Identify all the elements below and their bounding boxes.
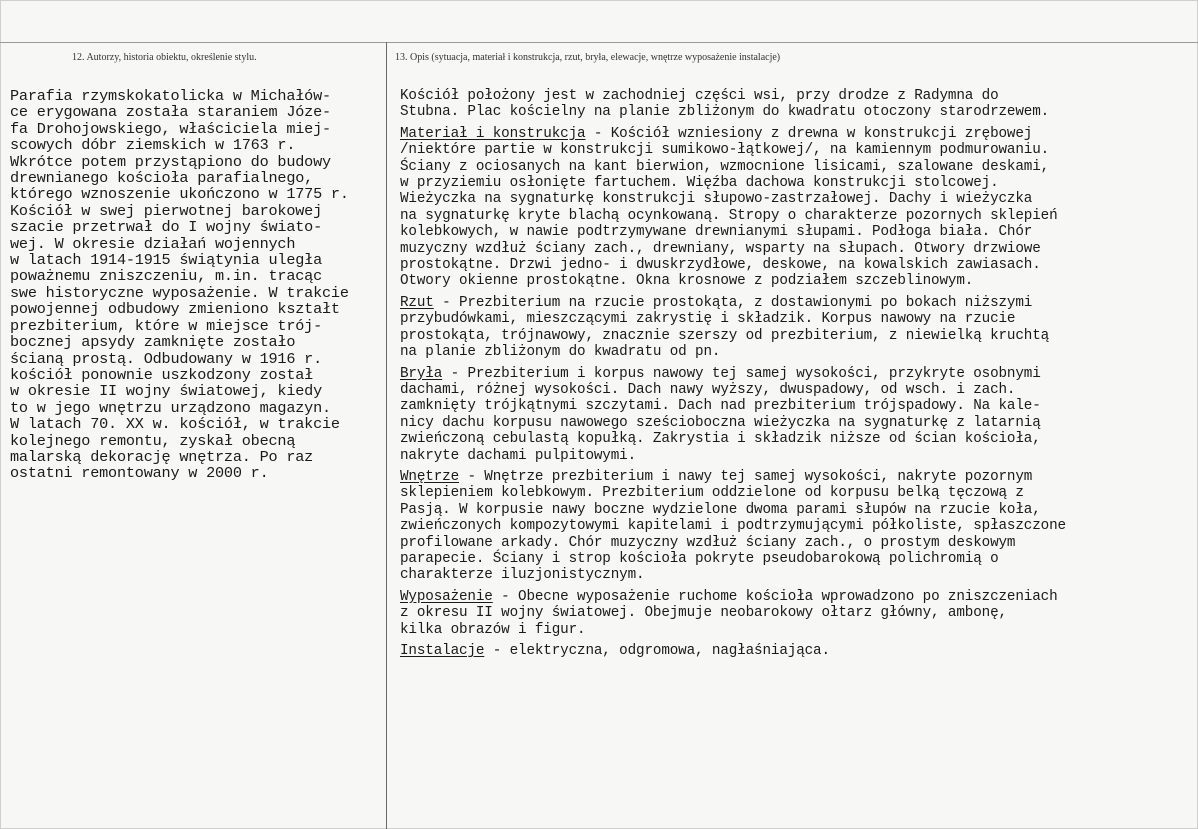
history-line: szacie przetrwał do I wojny świato- [10,218,322,237]
history-line: którego wznoszenie ukończono w 1775 r. [10,185,349,204]
description-line [400,126,1192,142]
description-line: w przyziemiu osłonięte fartuchem. Więźba dachowa konstrukcji stolcowej. [400,175,999,192]
section-label: Wnętrze [400,468,460,485]
history-line: bocznej apsydy zamknięte zostało [10,333,296,352]
history-line: fa Drohojowskiego, właściciela miej- [10,119,331,138]
history-line: powojennej odbudowy zmieniono kształt [10,300,340,319]
history-text-column [10,88,388,482]
description-line: nakryte dachami pulpitowymi. [400,447,637,464]
history-line: Kościół w swej pierwotnej barokowej [10,201,322,220]
description-line: dachami, różnej wysokości. Dach nawy wyższy, dwuspadowy, od wsch. i zach. [400,381,1016,398]
massing-paragraph [400,366,1192,464]
section-lead: - Wnętrze prezbiterium i nawy tej samej wysokości, nakryte pozornym [459,468,1033,485]
description-line: charakterze iluzjonistycznym. [400,567,645,584]
description-line: z okresu II wojny światowej. Obejmuje neobarokowy ołtarz główny, ambonę, [400,605,1007,622]
description-line: nicy dachu korpusu nawowego sześcioboczna wieżyczka na sygnaturkę z latarnią [400,414,1041,431]
header-rule [0,42,1198,43]
left-column-header: 12. Autorzy, historia obiektu, określenie stylu. [72,52,257,63]
description-line: Otwory okienne prostokątne. Okna krosnowe z podziałem szczeblinowym. [400,273,974,290]
description-line: Ściany z ociosanych na kant bierwion, wzmocnione lisicami, szalowane deskami, [400,158,1050,175]
furnishings-paragraph [400,589,1192,638]
description-line: Stubna. Plac kościelny na planie zbliżonym do kwadratu otoczony starodrzewem. [400,104,1050,121]
plan-paragraph [400,295,1192,361]
description-line: na sygnaturkę kryte blachą ocynkowaną. Stropy o charakterze pozornych sklepień [400,207,1058,224]
location-paragraph [400,88,1192,121]
section-label: Rzut [400,294,434,311]
description-line: przybudówkami, mieszczącymi zakrystię i składzik. Korpus nawowy na rzucie [400,311,1016,328]
history-line: W latach 70. XX w. kościół, w trakcie [10,415,340,434]
section-label: Wyposażenie [400,588,493,605]
description-line: prostokątne. Drzwi jedno- i dwuskrzydłowe, deskowe, na kowalskich zawiasach. [400,257,1041,274]
section-label: Bryła [400,365,443,382]
interior-paragraph [400,469,1192,584]
description-line [400,643,1192,659]
description-line: kilka obrazów i figur. [400,621,586,638]
right-column-header: 13. Opis (sytuacja, materiał i konstrukcja, rzut, bryła, elewacje, wnętrze wyposażenie instalacje) [395,52,781,63]
description-line: Wieżyczka na sygnaturkę konstrukcji słupowo-zastrzałowej. Dachy i wieżyczka [400,191,1033,208]
history-line: ce erygowana została staraniem Józe- [10,103,331,122]
description-line: Pasją. W korpusie nawy boczne wydzielone dwoma parami słupów na rzucie koła, [400,501,1041,518]
history-line: ostatni remontowany w 2000 r. [10,464,269,483]
description-line: Kościół położony jest w zachodniej części wsi, przy drodze z Radymna do [400,88,999,104]
description-line: na planie zbliżonym do kwadratu od pn. [400,344,721,361]
description-line [400,469,1192,485]
description-line: profilowane arkady. Chór muzyczny wzdłuż ściany zach., o prostym deskowym [400,534,1016,551]
section-lead: - Kościół wzniesiony z drewna w konstrukcji zrębowej [585,125,1033,142]
description-line: zwieńczoną cebulastą kopułką. Zakrystia i składzik niższe od ścian kościoła, [400,431,1041,448]
history-line: kościół ponownie uszkodzony został [10,365,314,384]
description-line: parapecie. Ściany i strop kościoła pokryte pseudobarokową polichromią o [400,550,999,567]
history-line: swe historyczne wyposażenie. W trakcie [10,283,349,302]
description-column [400,88,1192,664]
history-line: Wkrótce potem przystąpiono do budowy [10,152,331,171]
history-line: prezbiterium, które w miejsce trój- [10,316,322,335]
history-line: Parafia rzymskokatolicka w Michałów- [10,87,331,105]
description-line: sklepieniem kolebkowym. Prezbiterium oddzielone od korpusu belką tęczową z [400,485,1024,502]
history-line: to w jego wnętrzu urządzono magazyn. [10,398,331,417]
section-lead: - Obecne wyposażenie ruchome kościoła wprowadzono po zniszczeniach [492,588,1058,605]
section-lead: - Prezbiterium i korpus nawowy tej samej wysokości, przykryte osobnymi [442,365,1041,382]
history-line: malarską dekorację wnętrza. Po raz [10,447,314,466]
history-line: kolejnego remontu, zyskał obecną [10,431,296,450]
section-label: Instalacje [400,643,485,659]
material-paragraph [400,126,1192,290]
description-line: zwieńczonych kompozytowymi kapitelami i podtrzymującymi półkoliste, spłaszczone [400,518,1066,535]
section-lead: - Prezbiterium na rzucie prostokąta, z dostawionymi po bokach niższymi [433,294,1033,311]
description-line: muzyczny wzdłuż ściany zach., drewniany, wsparty na słupach. Otwory drzwiowe [400,240,1041,257]
description-line [400,295,1192,311]
section-lead: - elektryczna, odgromowa, nagłaśniająca. [484,643,830,659]
history-line: poważnemu zniszczeniu, m.in. tracąc [10,267,322,286]
description-line: /niektóre partie w konstrukcji sumikowo-łątkowej/, na kamiennym podmurowaniu. [400,142,1050,159]
description-line [400,589,1192,605]
history-line: ścianą prostą. Odbudowany w 1916 r. [10,349,322,368]
history-line: w okresie II wojny światowej, kiedy [10,382,322,401]
section-label: Materiał i konstrukcja [400,125,586,142]
history-line: scowych dóbr ziemskich w 1763 r. [10,136,296,155]
history-line: w latach 1914-1915 świątynia uległa [10,251,322,270]
description-line [400,366,1192,382]
description-line: zamknięty trójkątnymi szczytami. Dach nad prezbiterium trójspadowy. Na kale- [400,398,1041,415]
history-line: drewnianego kościoła parafialnego, [10,169,314,188]
history-line: wej. W okresie działań wojennych [10,234,296,253]
installations-paragraph [400,643,1192,659]
description-line: prostokąta, trójnawowy, znacznie szerszy od prezbiterium, z niewielką kruchtą [400,327,1050,344]
description-line: kolebkowych, w nawie podtrzymywane drewnianymi słupami. Podłoga biała. Chór [400,224,1033,241]
